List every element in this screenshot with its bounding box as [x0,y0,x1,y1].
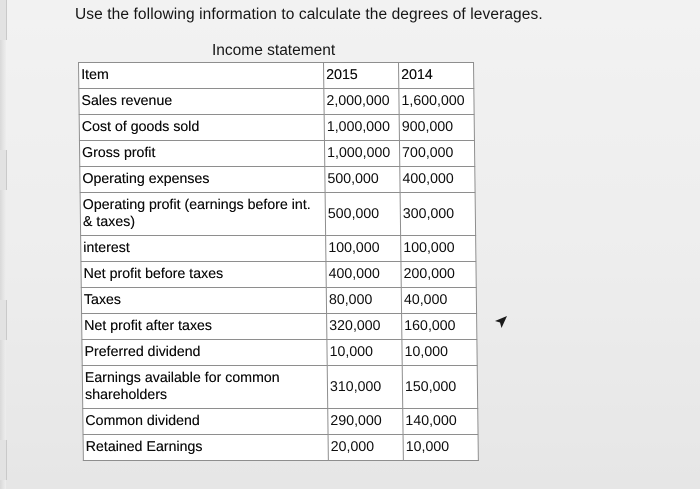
table-row [82,314,477,340]
row-label: interest [81,236,326,262]
row-value-2014: 160,000 [402,314,477,340]
income-statement-table-wrapper [78,62,476,461]
row-value-2015: 20,000 [328,435,403,461]
header-2015: 2015 [324,63,399,89]
row-value-2015: 500,000 [325,167,400,193]
row-label: Common dividend [83,409,328,435]
table-row [82,366,478,409]
table-row [83,409,478,435]
row-value-2015: 100,000 [326,236,401,262]
row-label: Net profit after taxes [82,314,327,340]
income-statement-table [78,62,479,461]
table-row [81,236,476,262]
table-row [83,435,478,461]
row-label: Retained Earnings [83,435,328,461]
row-label: Earnings available for common shareholders [82,366,328,409]
table-row [82,340,477,366]
row-value-2015: 1,000,000 [324,115,399,141]
row-value-2014: 10,000 [403,435,478,461]
row-label: Operating profit (earnings before int. & taxes) [80,193,326,236]
row-value-2015: 500,000 [325,193,401,236]
row-value-2014: 700,000 [399,141,474,167]
row-value-2015: 1,000,000 [324,141,399,167]
row-value-2014: 140,000 [403,409,478,435]
row-value-2014: 100,000 [401,236,476,262]
table-row [79,141,474,167]
left-window-edge [0,0,6,489]
row-value-2014: 10,000 [402,340,477,366]
row-label: Net profit before taxes [81,262,326,288]
table-row [80,167,475,193]
row-value-2015: 310,000 [327,366,403,409]
edge-segment [0,150,7,190]
row-value-2014: 400,000 [400,167,475,193]
row-label: Preferred dividend [82,340,327,366]
row-label: Cost of goods sold [79,115,324,141]
row-label: Taxes [81,288,326,314]
edge-segment [0,440,7,480]
row-value-2015: 400,000 [326,262,401,288]
row-label: Gross profit [79,141,324,167]
table-caption: Income statement [212,42,336,59]
table-row [81,262,476,288]
row-value-2015: 80,000 [326,288,401,314]
table-row [79,89,474,115]
table-row [81,288,476,314]
table-header-row [79,63,474,89]
table-row [79,115,474,141]
row-value-2014: 1,600,000 [399,89,474,115]
row-value-2014: 200,000 [401,262,476,288]
row-value-2014: 40,000 [401,288,476,314]
table-row [80,193,476,236]
row-value-2014: 300,000 [400,193,476,236]
row-value-2015: 290,000 [328,409,403,435]
header-2014: 2014 [399,63,474,89]
pointer-arrow-icon [494,315,508,329]
row-value-2014: 900,000 [399,115,474,141]
row-value-2015: 2,000,000 [324,89,399,115]
row-label: Sales revenue [79,89,324,115]
edge-segment [0,300,7,340]
row-label: Operating expenses [80,167,325,193]
pointer-arrow-shape [495,316,507,328]
header-item: Item [79,63,324,89]
row-value-2014: 150,000 [402,366,478,409]
edge-segment [0,0,7,40]
question-prompt: Use the following information to calculate the degrees of leverages. [75,6,543,23]
row-value-2015: 10,000 [327,340,402,366]
row-value-2015: 320,000 [327,314,402,340]
